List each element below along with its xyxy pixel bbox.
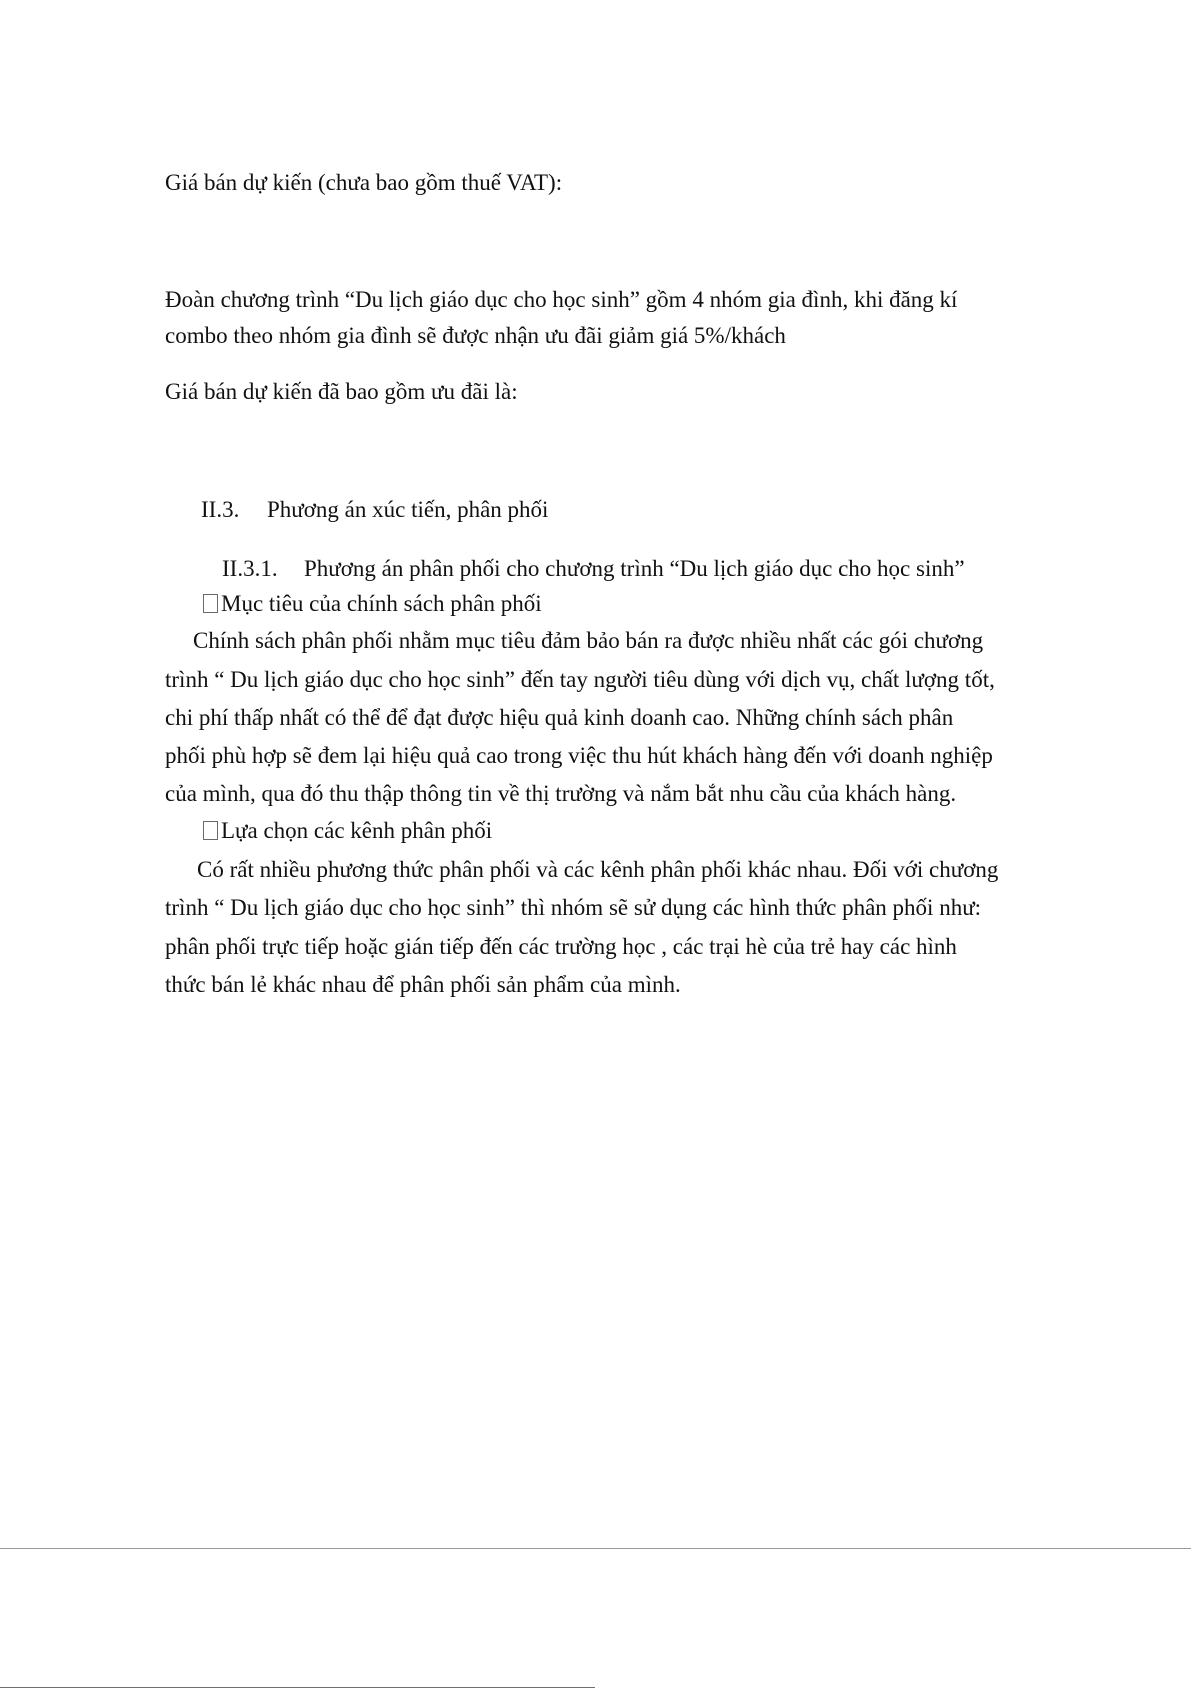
section-title: Phương án xúc tiến, phân phối [267,497,549,522]
paragraph-line: Chính sách phân phối nhằm mục tiêu đảm bảo bán ra được nhiều nhất các gói chương [193,628,984,653]
bullet-item [203,589,542,619]
section-number: II.3. [201,497,240,522]
paragraph-line: trình “ Du lịch giáo dục cho học sinh” thì nhóm sẽ sử dụng các hình thức phân phối như: [165,895,982,920]
subsection-heading [222,554,965,584]
group-offer-line-1: Đoàn chương trình “Du lịch giáo dục cho học sinh” gồm 4 nhóm gia đình, khi đăng kí [165,287,958,312]
paragraph-line: chi phí thấp nhất có thể để đạt được hiệu quả kinh doanh cao. Những chính sách phân [165,705,954,730]
price-with-offer: Giá bán dự kiến đã bao gồm ưu đãi là: [165,379,518,404]
paragraph-line: trình “ Du lịch giáo dục cho học sinh” đến tay người tiêu dùng với dịch vụ, chất lượng tốt, [165,667,995,692]
paragraph-line: thức bán lẻ khác nhau để phân phối sản phẩm của mình. [165,972,681,997]
price-before-vat: Giá bán dự kiến (chưa bao gồm thuế VAT): [165,170,563,195]
bullet-box-icon [203,821,218,840]
paragraph-line: của mình, qua đó thu thập thông tin về thị trường và nắm bắt nhu cầu của khách hàng. [165,781,957,806]
bullet-item [203,816,492,846]
subsection-title: Phương án phân phối cho chương trình “Du lịch giáo dục cho học sinh” [304,556,965,581]
page-divider [0,1548,1191,1549]
paragraph-line: phân phối trực tiếp hoặc gián tiếp đến các trường học , các trại hè của trẻ hay các hình [165,934,957,959]
group-offer-line-2: combo theo nhóm gia đình sẽ được nhận ưu đãi giảm giá 5%/khách [165,323,786,348]
subsection-number: II.3.1. [222,556,278,581]
section-heading [201,495,548,525]
paragraph-line: Có rất nhiều phương thức phân phối và các kênh phân phối khác nhau. Đối với chương [197,857,999,882]
bullet-label: Lựa chọn các kênh phân phối [221,818,493,843]
bullet-box-icon [203,594,218,613]
bullet-label: Mục tiêu của chính sách phân phối [221,591,542,616]
paragraph-line: phối phù hợp sẽ đem lại hiệu quả cao trong việc thu hút khách hàng đến với doanh nghiệp [165,743,993,768]
